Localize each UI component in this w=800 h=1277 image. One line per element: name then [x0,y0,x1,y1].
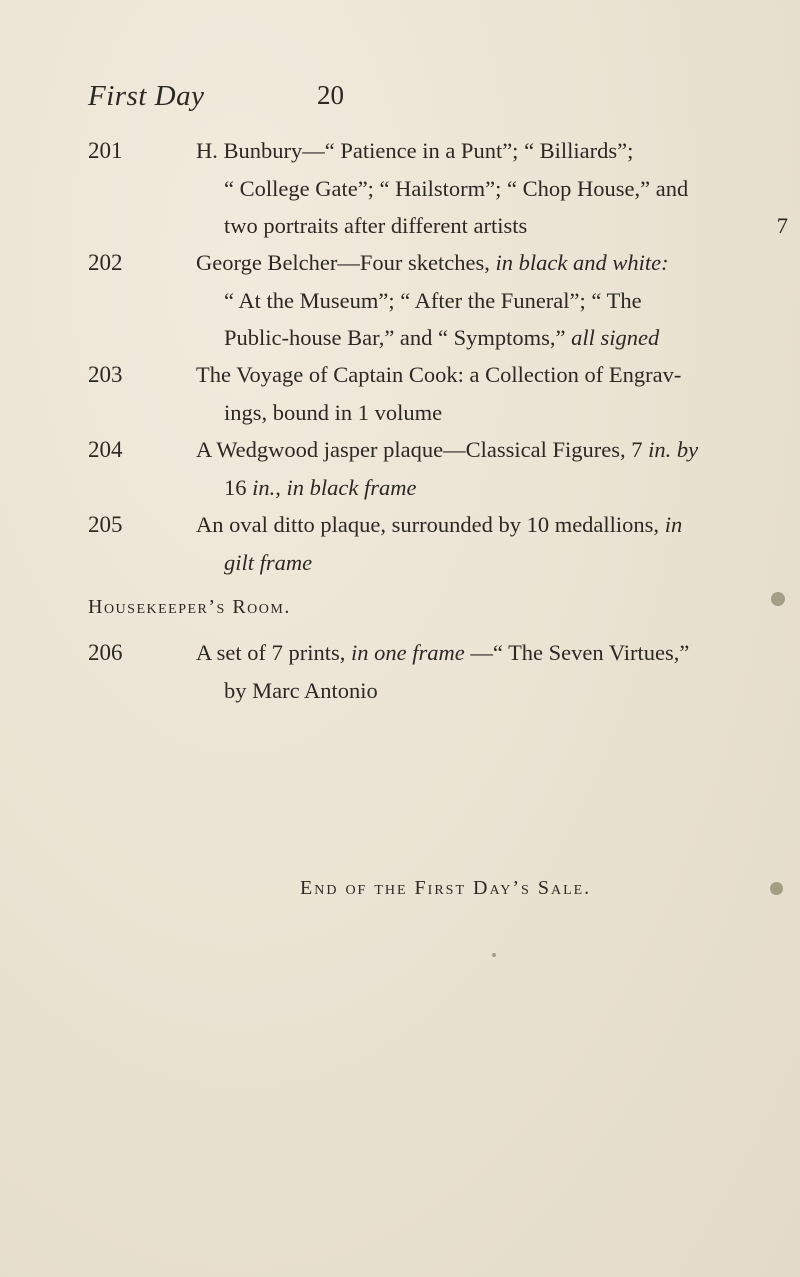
lot-number: 202 [88,250,123,275]
lot-description [196,634,788,709]
description-line [196,544,788,582]
lot-number: 205 [88,512,123,537]
description-text: A set of 7 prints, [196,640,346,665]
description-italic: in. by [648,437,699,462]
lot-number: 206 [88,640,123,665]
running-title: First Day [88,80,205,112]
description-italic: in one frame [351,640,465,665]
page-header [88,80,728,120]
description-italic: all signed [571,325,660,350]
page-number: 20 [317,80,344,110]
description-italic: in [664,512,683,537]
description-italic: in black and white: [495,250,669,275]
description-line [196,506,788,544]
description-line: “ At the Museum”; “ After the Funeral”; “ The [224,287,642,313]
section-heading: Housekeeper’s Room. [88,596,291,618]
description-line [196,431,788,469]
description-text: two portraits after different artists [224,213,528,238]
foxing-spot [770,882,783,895]
lot-description [196,431,788,506]
description-text: Public-house Bar,” and “ Symptoms,” [224,325,566,350]
description-line: The Voyage of Captain Cook: a Collection of Engrav- [196,362,682,387]
description-line: “ College Gate”; “ Hailstorm”; “ Chop House,” and [224,175,689,201]
description-italic: in., in black frame [252,474,417,500]
description-line: by Marc Antonio [224,677,378,703]
lot-description [196,506,788,581]
description-italic: gilt frame [224,549,313,575]
description-line [196,469,788,507]
lot-number: 204 [88,437,123,462]
lot-description [196,356,788,431]
description-line [196,244,788,282]
end-of-sale-note: End of the First Day’s Sale. [300,877,592,899]
description-text: A Wedgwood jasper plaque—Classical Figures, 7 [196,437,643,462]
lot-annotation: 7 [776,213,788,238]
lot-number: 201 [88,138,123,163]
description-line [196,634,788,672]
description-text: —“ The Seven Virtues,” [470,640,690,665]
description-text: 16 [224,474,247,500]
lot-description [196,244,788,357]
lot-number: 203 [88,362,123,387]
description-line: H. Bunbury—“ Patience in a Punt”; “ Billiards”; [196,138,634,163]
foxing-spot [492,953,496,957]
description-line [196,319,788,357]
description-text: George Belcher—Four sketches, [196,250,490,275]
description-text: An oval ditto plaque, surrounded by 10 medallions, [196,512,660,537]
description-line [196,207,788,245]
foxing-spot [771,592,785,606]
description-line: ings, bound in 1 volume [224,399,443,425]
lot-description [196,132,788,245]
